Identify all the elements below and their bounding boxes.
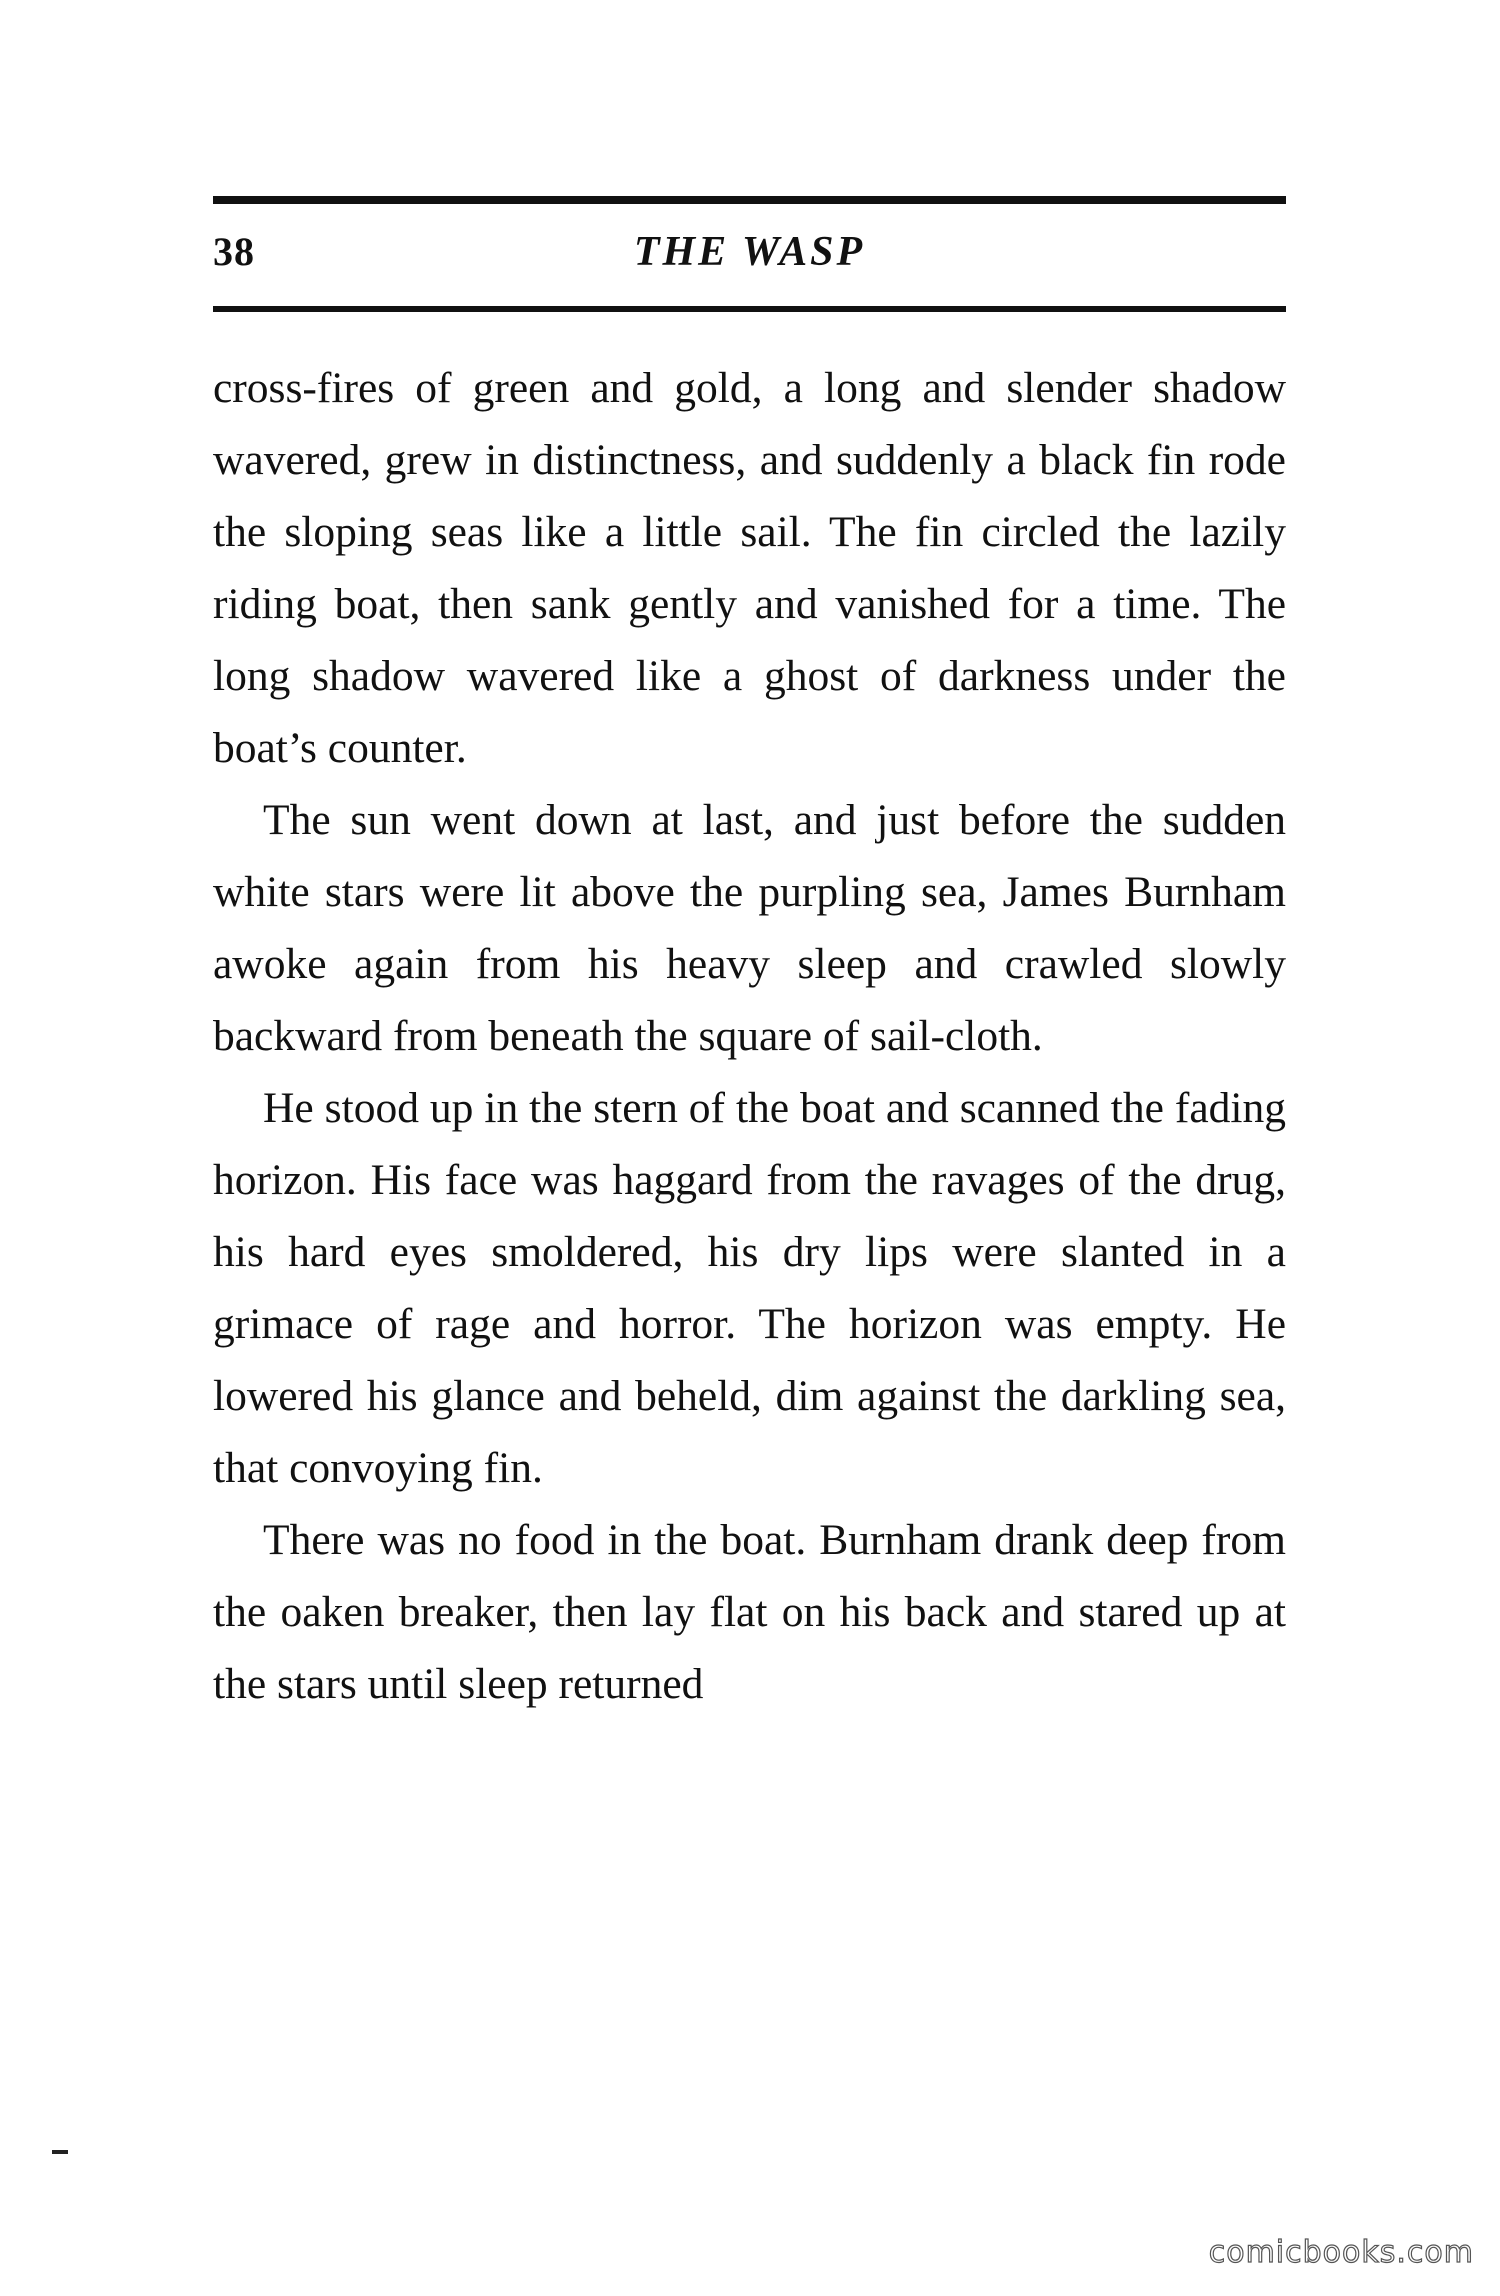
- paragraph-3: He stood up in the stern of the boat and scanned the fading horizon. His face was haggard from the ravages of the drug, his hard eyes smoldered, his dry lips were slanted in a grimace of rage and horror. The horizon was empty. He lowered his glance and beheld, dim against the darkling sea, that convoying fin.: [213, 1084, 1286, 1492]
- paragraph-1: cross-fires of green and gold, a long and slender shadow wavered, grew in distinctness, and suddenly a black fin rode the sloping seas like a little sail. The fin circled the lazily riding boat, then sank gently and vanished for a time. The long shadow wavered like a ghost of darkness under the boat’s counter.: [213, 364, 1286, 772]
- page-number: 38: [213, 229, 255, 274]
- paragraph-4: There was no food in the boat. Burnham drank deep from the oaken breaker, then lay flat on his back and stared up at the stars until sleep returned: [213, 1516, 1286, 1708]
- body-text: [213, 352, 1286, 1720]
- paragraph-2: The sun went down at last, and just before the sudden white stars were lit above the purpling sea, James Burnham awoke again from his heavy sleep and crawled slowly backward from beneath the square of sail-cloth.: [213, 796, 1286, 1060]
- header-bottom-rule: [213, 306, 1286, 312]
- book-title: THE WASP: [633, 229, 866, 275]
- header-top-rule: [213, 196, 1286, 204]
- watermark: comicbooks.com: [1208, 2235, 1474, 2270]
- running-head: [213, 222, 1286, 292]
- margin-mark: [52, 2150, 68, 2154]
